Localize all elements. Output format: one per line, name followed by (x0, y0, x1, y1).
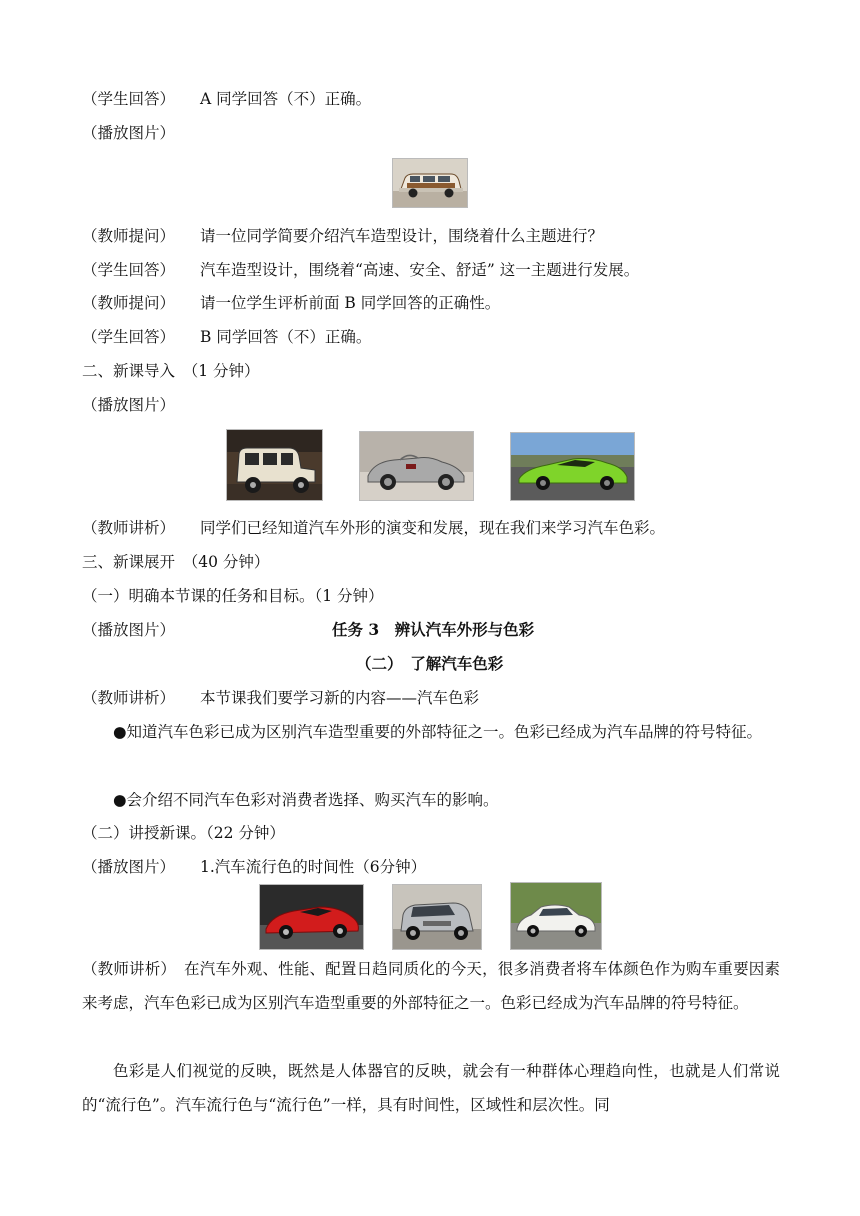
image-green-supercar (510, 432, 635, 501)
image-silver-suv (392, 884, 482, 950)
image-woodie-minivan (392, 158, 468, 208)
line-text: 请一位学生评析前面 B 同学回答的正确性。 (200, 294, 501, 312)
role-tag: （学生回答） (82, 261, 176, 279)
lesson-title: （二） 了解汽车色彩 (356, 654, 504, 673)
line-text: 同学们已经知道汽车外形的演变和发展，现在我们来学习汽车色彩。 (200, 519, 666, 537)
line-text: 请一位同学简要介绍汽车造型设计，围绕着什么主题进行？ (200, 227, 604, 245)
red-supercar-photo-icon (260, 885, 363, 949)
line-student-answer-a (82, 89, 371, 109)
line-play-image: （播放图片） (82, 621, 176, 639)
line-teacher-question-2 (82, 293, 500, 313)
silver-roadster-photo-icon (360, 432, 473, 500)
subsection-task-goals: （一）明确本节课的任务和目标。（1 分钟） (82, 587, 384, 605)
line-text: B 同学回答（不）正确。 (200, 328, 372, 346)
role-tag: （教师提问） (82, 227, 176, 245)
woodie-minivan-photo-icon (393, 159, 467, 207)
line-teacher-explain-1 (82, 518, 665, 538)
line-text: 汽车造型设计，围绕着“高速、安全、舒适” 这一主题进行发展。 (200, 261, 640, 279)
task-title: 任务 3 辨认汽车外形与色彩 (332, 620, 535, 639)
role-tag: （教师讲析） (82, 519, 176, 537)
role-tag: （教师提问） (82, 294, 176, 312)
image-red-supercar (259, 884, 364, 950)
role-tag: （教师讲析） (82, 689, 176, 707)
line-play-image: （播放图片） (82, 396, 176, 414)
line-student-answer-theme (82, 260, 639, 280)
objective-bullet-2: ●会介绍不同汽车色彩对消费者选择、购买汽车的影响。 (113, 791, 499, 809)
objective-bullet-1: ●知道汽车色彩已成为区别汽车造型重要的外部特征之一。色彩已经成为汽车品牌的符号特征。 (113, 723, 763, 741)
role-tag: （学生回答） (82, 90, 176, 108)
line-student-answer-b (82, 327, 371, 347)
paragraph-teacher-explain-color: （教师讲析） 在汽车外观、性能、配置日趋同质化的今天，很多消费者将车体颜色作为购车重要因素来考虑，汽车色彩已成为区别汽车造型重要的外部特征之一。色彩已经成为汽车品牌的符号特征。 (82, 960, 780, 1012)
section-heading-new-lesson: 三、新课展开 （40 分钟） (82, 553, 270, 571)
line-text: 本节课我们要学习新的内容——汽车色彩 (200, 689, 480, 707)
image-silver-roadster (359, 431, 474, 501)
white-sedan-photo-icon (511, 883, 601, 949)
line-play-image: （播放图片） (82, 124, 176, 142)
paragraph-popular-color: 色彩是人们视觉的反映，既然是人体器官的反映，就会有一种群体心理趋向性，也就是人们常说的“流行色”。汽车流行色与“流行色”一样，具有时间性，区域性和层次性。同 (82, 1062, 780, 1114)
line-teacher-question-1 (82, 226, 603, 246)
line-text: 1.汽车流行色的时间性（6分钟） (200, 858, 427, 876)
image-vintage-sedan (226, 429, 323, 501)
vintage-sedan-photo-icon (227, 430, 322, 500)
role-tag: （播放图片） (82, 858, 176, 876)
role-tag: （学生回答） (82, 328, 176, 346)
subsection-new-content: （二）讲授新课。（22 分钟） (82, 824, 285, 842)
line-teacher-explain-2 (82, 688, 479, 708)
line-play-image-trend (82, 857, 426, 877)
silver-suv-photo-icon (393, 885, 481, 949)
section-heading-intro: 二、新课导入 （1 分钟） (82, 362, 260, 380)
green-supercar-photo-icon (511, 433, 634, 500)
image-white-sedan (510, 882, 602, 950)
line-text: A 同学回答（不）正确。 (200, 90, 372, 108)
